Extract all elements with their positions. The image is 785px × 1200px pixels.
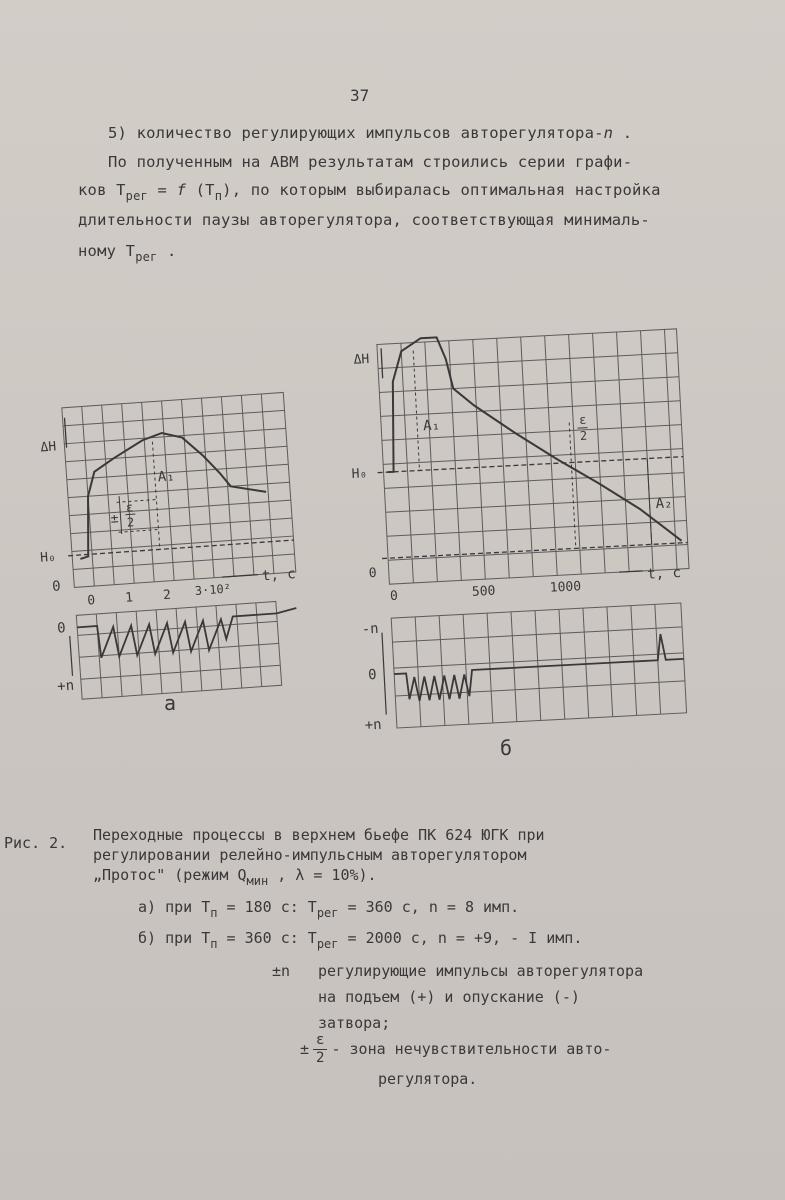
paragraph-line-1 [108, 124, 632, 142]
figure-a-y-arrow [64, 418, 66, 448]
page-number: 37 [350, 86, 370, 105]
fraction-denominator: 2 [316, 1050, 325, 1066]
figure-a-tick-1: 1 [124, 590, 134, 606]
figure-b-h0-line [378, 457, 684, 473]
figure-a-eps-pm: ± [110, 511, 120, 527]
caption-case-a [138, 898, 520, 920]
figure-b-floor-line [382, 543, 688, 559]
legend-n-symbol: ±n [272, 962, 291, 980]
text-span: = 180 с: T [217, 898, 317, 916]
legend-n-line-3: затвора; [318, 1014, 391, 1032]
figure-a-eps-marker [117, 499, 159, 502]
figure-b-tick-1000: 1000 [549, 579, 582, 596]
figure-b-tick-0: 0 [389, 588, 399, 605]
text-span: ), по которым выбиралась оптимальная настройка [222, 181, 661, 199]
figure-a-letter: а [164, 691, 177, 715]
text-span: (T [186, 181, 215, 199]
text-span: а) при T [138, 898, 211, 916]
text-span: „Протос" (режим Q [93, 866, 247, 884]
legend-eps-line-1 [300, 1032, 611, 1067]
figure-b-y-arrow [381, 348, 383, 378]
paragraph-line-2: По полученным на АВМ результатам строились серии графи- [108, 153, 633, 171]
subscript: рег [316, 937, 339, 951]
subscript: п [210, 906, 218, 920]
figure-a-pulse-trace [77, 608, 299, 659]
figure-b-x-arrow [619, 571, 643, 572]
text-span: б) при T [138, 929, 211, 947]
figure-b-eps-num: ε [578, 412, 587, 428]
function-symbol: f [176, 181, 187, 199]
text-span: = [147, 181, 177, 199]
figure-b-a2-marker [647, 459, 652, 545]
paragraph-line-3 [78, 181, 661, 203]
figure-b-pulse-zero: 0 [367, 666, 378, 684]
legend-n-line-1: регулирующие импульсы авторегулятора [318, 962, 644, 980]
caption-line-3 [93, 866, 377, 888]
caption-line-1: Переходные процессы в верхнем бьефе ПК 624 ЮГК при [93, 826, 545, 844]
figure-a-tick-2: 2 [162, 587, 172, 604]
caption-case-b [138, 929, 583, 951]
figure-a-eps-num: ε [125, 500, 134, 515]
figure-b-a1-label: A₁ [422, 417, 441, 435]
legend-eps-line-2: регулятора. [378, 1070, 478, 1088]
figure-b-grid [377, 329, 689, 584]
figure-a-pulse-n: +n [56, 677, 75, 695]
figure-a-zero-label: 0 [51, 578, 62, 595]
figure-b-letter: б [500, 736, 513, 760]
text-span: - зона нечувствительности авто- [331, 1040, 612, 1058]
figure-b-pulse-plus-n: +n [364, 716, 383, 734]
text-span: = 360 с, n = 8 имп. [338, 898, 520, 916]
subscript: п [210, 937, 218, 951]
subscript: п [214, 189, 223, 203]
figure-b-a1-marker [413, 351, 419, 471]
figure-b-a2-label: A₂ [655, 495, 673, 513]
figure-b [350, 315, 700, 775]
subscript: рег [316, 906, 339, 920]
caption-line-2: регулировании релейно-импульсным авторегулятором [93, 846, 527, 864]
figure-b-pulse-axis-arrow [382, 633, 386, 715]
text-span: = 2000 с, n = +9, - I имп. [338, 929, 583, 947]
figure-b-eps-marker [569, 423, 576, 549]
figure-a-h0-label: H₀ [39, 549, 57, 566]
figure-b-zero-label: 0 [368, 565, 378, 582]
figure-a-eps-bracket [119, 496, 122, 534]
figure-b-pulse-minus-n: -n [361, 620, 380, 638]
figure-a-eps-den: 2 [126, 515, 135, 530]
figure-a-h0-line [68, 540, 293, 556]
figure-a [30, 380, 330, 720]
paragraph-line-1-text: 5) количество регулирующих импульсов авторегулятора- [108, 124, 604, 142]
legend-n-line-2: на подъем (+) и опускание (-) [318, 988, 580, 1006]
paragraph-line-1-end: . [613, 124, 633, 142]
fraction-numerator: ε [313, 1032, 327, 1050]
figure-b-eps-den: 2 [579, 428, 588, 444]
figure-a-a1-marker [152, 442, 160, 550]
figure-a-pulse-axis-arrow [70, 636, 73, 676]
figure-a-x-label: t, с [261, 566, 297, 585]
n-variable: n [603, 124, 614, 142]
text-span: ному T [78, 242, 136, 260]
text-span: = 360 с: T [217, 929, 317, 947]
figure-a-y-label: ΔH [40, 439, 57, 456]
epsilon-over-2 [313, 1032, 327, 1067]
subscript: рег [125, 189, 148, 203]
figure-a-grid [62, 392, 296, 587]
figure-b-y-label: ΔH [353, 351, 370, 368]
subscript: мин [246, 874, 269, 888]
plus-minus: ± [300, 1040, 310, 1058]
text-span: ков T [78, 181, 126, 199]
figure-b-tick-500: 500 [471, 583, 496, 600]
paragraph-line-4: длительности паузы авторегулятора, соответствующая минималь- [78, 211, 650, 229]
figure-b-h0-label: H₀ [351, 466, 368, 483]
figure-b-x-label: t, с [646, 564, 682, 583]
text-span: , λ = 10%). [268, 866, 377, 884]
figure-b-pulse-grid [391, 603, 686, 728]
subscript: рег [135, 250, 158, 264]
figure-a-a1-label: A₁ [157, 468, 176, 486]
figure-a-x-arrow [222, 575, 258, 578]
paragraph-line-5 [78, 242, 177, 264]
figure-a-tick-0: 0 [86, 593, 96, 609]
figure-a-pulse-zero: 0 [56, 620, 67, 637]
caption-label: Рис. 2. [4, 834, 68, 852]
figure-a-tick-3: 3·10² [194, 581, 232, 599]
text-span: . [157, 242, 177, 260]
